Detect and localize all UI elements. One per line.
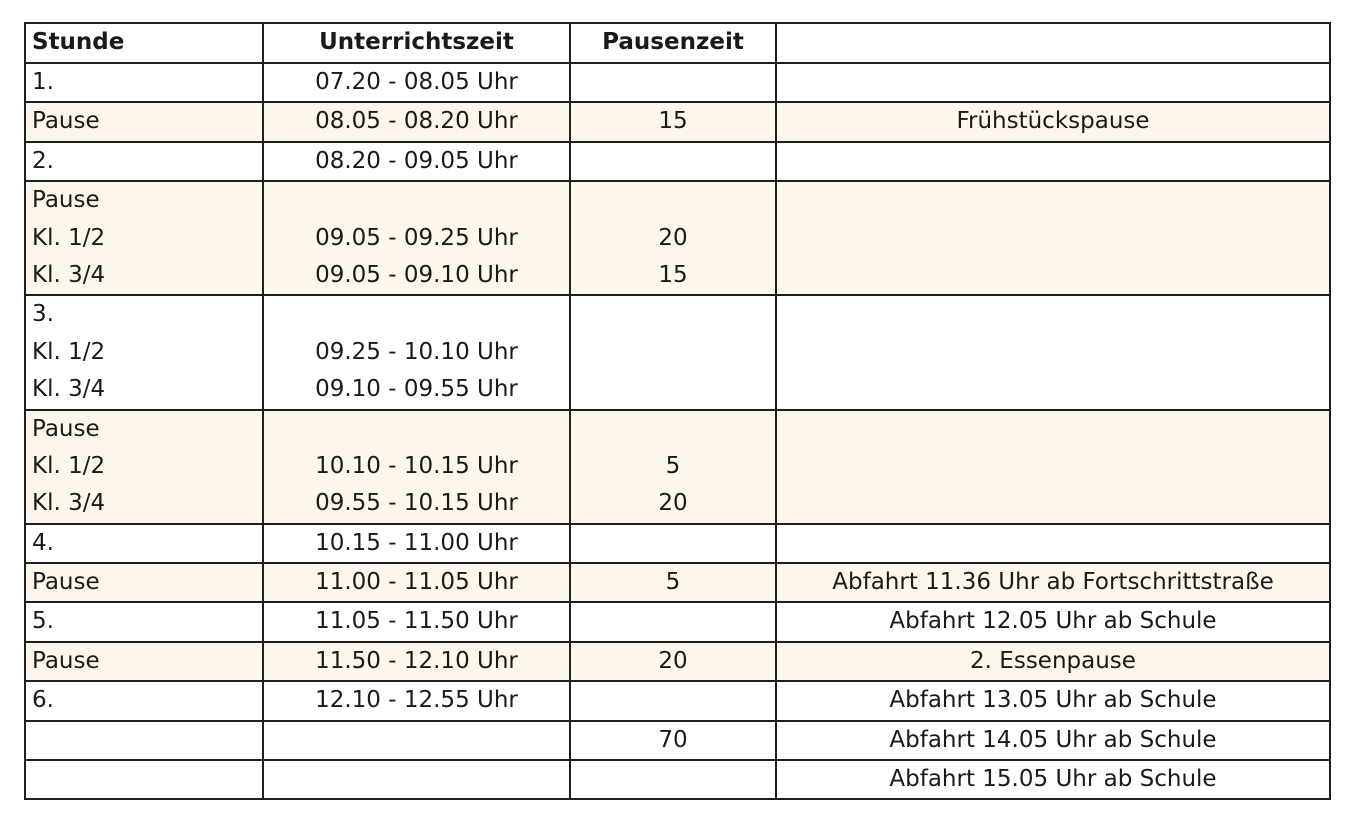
cell-stunde-line: Kl. 1/2 [32, 338, 106, 365]
cell-bemerkung-line [783, 296, 1323, 333]
cell-unterrichtszeit [263, 295, 570, 409]
cell-pausenzeit [570, 410, 776, 524]
cell-pausenzeit-line [577, 64, 769, 101]
cell-bemerkung [776, 410, 1330, 524]
cell-bemerkung-line: Abfahrt 15.05 Uhr ab Schule [889, 766, 1217, 793]
cell-stunde [25, 524, 263, 563]
cell-bemerkung [776, 642, 1330, 681]
table-row [25, 721, 1330, 760]
cell-stunde [25, 295, 263, 409]
cell-stunde-line: Pause [32, 569, 100, 596]
cell-pausenzeit [570, 563, 776, 602]
cell-pausenzeit [570, 102, 776, 141]
cell-unterrichtszeit-line: 10.15 - 11.00 Uhr [315, 529, 518, 556]
header-row [25, 23, 1330, 63]
cell-pausenzeit [570, 760, 776, 799]
cell-stunde-line: 4. [32, 529, 54, 556]
cell-pausenzeit [570, 602, 776, 641]
cell-stunde-line: Pause [32, 415, 100, 442]
cell-stunde [25, 642, 263, 681]
table-row [25, 181, 1330, 295]
cell-unterrichtszeit [263, 63, 570, 102]
cell-unterrichtszeit-line: 09.05 - 09.25 Uhr [315, 224, 518, 251]
cell-pausenzeit-line: 20 [658, 490, 688, 517]
cell-unterrichtszeit [263, 681, 570, 720]
cell-unterrichtszeit [263, 563, 570, 602]
cell-stunde [25, 63, 263, 102]
cell-bemerkung-line: Frühstückspause [956, 108, 1150, 135]
cell-stunde [25, 681, 263, 720]
cell-unterrichtszeit-line [270, 761, 563, 798]
cell-unterrichtszeit-line [270, 722, 563, 759]
cell-bemerkung [776, 760, 1330, 799]
cell-unterrichtszeit [263, 102, 570, 141]
cell-bemerkung-line: Abfahrt 11.36 Uhr ab Fortschrittstraße [832, 569, 1274, 596]
cell-pausenzeit-line [577, 143, 769, 180]
cell-stunde [25, 563, 263, 602]
cell-bemerkung-line [783, 411, 1323, 448]
header-unterrichtszeit: Unterrichtszeit [263, 23, 570, 63]
cell-unterrichtszeit [263, 181, 570, 295]
cell-stunde [25, 760, 263, 799]
cell-pausenzeit [570, 142, 776, 181]
cell-pausenzeit-line: 15 [658, 108, 688, 135]
cell-pausenzeit-line: 20 [658, 224, 688, 251]
cell-bemerkung-line: 2. Essenpause [970, 647, 1136, 674]
cell-pausenzeit-line [577, 296, 769, 333]
cell-stunde [25, 410, 263, 524]
table-row [25, 602, 1330, 641]
cell-stunde-line [32, 761, 256, 798]
cell-stunde-line: 1. [32, 69, 54, 95]
table-row [25, 63, 1330, 102]
cell-stunde [25, 602, 263, 641]
cell-pausenzeit-line: 15 [658, 261, 688, 288]
cell-bemerkung-line [783, 182, 1323, 219]
cell-pausenzeit-line: 5 [665, 452, 681, 479]
cell-unterrichtszeit-line: 11.00 - 11.05 Uhr [315, 569, 518, 596]
cell-stunde-line: Kl. 1/2 [32, 452, 106, 479]
cell-bemerkung [776, 602, 1330, 641]
cell-stunde [25, 102, 263, 141]
cell-pausenzeit-line [577, 411, 769, 448]
header-stunde: Stunde [25, 23, 263, 63]
cell-unterrichtszeit-line [270, 296, 563, 333]
table-row [25, 410, 1330, 524]
cell-unterrichtszeit [263, 760, 570, 799]
table-row [25, 760, 1330, 799]
cell-unterrichtszeit-line: 09.55 - 10.15 Uhr [315, 490, 518, 517]
cell-pausenzeit-line: 20 [658, 647, 688, 674]
cell-bemerkung-line: Abfahrt 13.05 Uhr ab Schule [889, 687, 1217, 714]
cell-unterrichtszeit-line [270, 411, 563, 448]
cell-bemerkung-line: Abfahrt 12.05 Uhr ab Schule [889, 608, 1217, 635]
cell-stunde-line: 5. [32, 608, 54, 635]
cell-bemerkung [776, 524, 1330, 563]
cell-bemerkung [776, 721, 1330, 760]
cell-bemerkung [776, 681, 1330, 720]
cell-unterrichtszeit [263, 142, 570, 181]
cell-stunde-line: Kl. 3/4 [32, 490, 106, 517]
schedule-table [24, 22, 1331, 800]
cell-unterrichtszeit [263, 721, 570, 760]
table-row [25, 681, 1330, 720]
cell-stunde-line: Pause [32, 108, 100, 135]
table-row [25, 102, 1330, 141]
table-row [25, 295, 1330, 409]
table-body [25, 63, 1330, 799]
cell-bemerkung [776, 63, 1330, 102]
table-header [25, 23, 1330, 63]
cell-pausenzeit [570, 721, 776, 760]
cell-pausenzeit [570, 524, 776, 563]
cell-stunde [25, 721, 263, 760]
cell-pausenzeit-line [577, 182, 769, 219]
cell-unterrichtszeit [263, 602, 570, 641]
cell-pausenzeit [570, 63, 776, 102]
table-row [25, 142, 1330, 181]
cell-unterrichtszeit-line: 09.05 - 09.10 Uhr [315, 261, 518, 288]
cell-pausenzeit [570, 181, 776, 295]
cell-bemerkung-line: Abfahrt 14.05 Uhr ab Schule [889, 726, 1217, 753]
table-row [25, 563, 1330, 602]
cell-bemerkung [776, 181, 1330, 295]
header-pausenzeit: Pausenzeit [570, 23, 776, 63]
cell-unterrichtszeit-line: 11.50 - 12.10 Uhr [315, 647, 518, 674]
cell-unterrichtszeit-line: 08.20 - 09.05 Uhr [315, 147, 518, 174]
cell-unterrichtszeit-line: 10.10 - 10.15 Uhr [315, 452, 518, 479]
cell-bemerkung-line [783, 64, 1323, 101]
cell-bemerkung-line [783, 525, 1323, 562]
cell-stunde-line: Kl. 1/2 [32, 224, 106, 251]
cell-unterrichtszeit [263, 410, 570, 524]
cell-unterrichtszeit [263, 524, 570, 563]
cell-pausenzeit-line: 5 [665, 569, 681, 596]
cell-pausenzeit [570, 681, 776, 720]
cell-pausenzeit [570, 642, 776, 681]
cell-stunde-line: Pause [32, 187, 100, 214]
cell-pausenzeit [570, 295, 776, 409]
cell-stunde-line: Kl. 3/4 [32, 376, 106, 403]
cell-stunde-line: 2. [32, 147, 54, 174]
table-row [25, 524, 1330, 563]
cell-unterrichtszeit-line: 09.25 - 10.10 Uhr [315, 338, 518, 365]
cell-unterrichtszeit-line: 08.05 - 08.20 Uhr [315, 108, 518, 135]
cell-stunde [25, 142, 263, 181]
header-bemerkung [776, 23, 1330, 63]
cell-pausenzeit-line [577, 603, 769, 640]
cell-pausenzeit-line: 70 [658, 726, 688, 753]
cell-bemerkung-line [783, 143, 1323, 180]
cell-stunde-line: Pause [32, 647, 100, 674]
cell-unterrichtszeit-line: 11.05 - 11.50 Uhr [315, 608, 518, 635]
cell-stunde-line [32, 722, 256, 759]
cell-unterrichtszeit [263, 642, 570, 681]
cell-unterrichtszeit-line: 07.20 - 08.05 Uhr [315, 69, 518, 95]
cell-pausenzeit-line [577, 682, 769, 719]
cell-bemerkung [776, 563, 1330, 602]
cell-bemerkung [776, 102, 1330, 141]
cell-bemerkung [776, 142, 1330, 181]
cell-unterrichtszeit-line [270, 182, 563, 219]
cell-unterrichtszeit-line: 09.10 - 09.55 Uhr [315, 376, 518, 403]
cell-pausenzeit-line [577, 525, 769, 562]
cell-stunde-line: Kl. 3/4 [32, 261, 106, 288]
cell-pausenzeit-line [577, 761, 769, 798]
cell-stunde-line: 6. [32, 687, 54, 714]
cell-stunde [25, 181, 263, 295]
cell-unterrichtszeit-line: 12.10 - 12.55 Uhr [315, 687, 518, 714]
cell-stunde-line: 3. [32, 301, 54, 328]
cell-bemerkung [776, 295, 1330, 409]
table-row [25, 642, 1330, 681]
